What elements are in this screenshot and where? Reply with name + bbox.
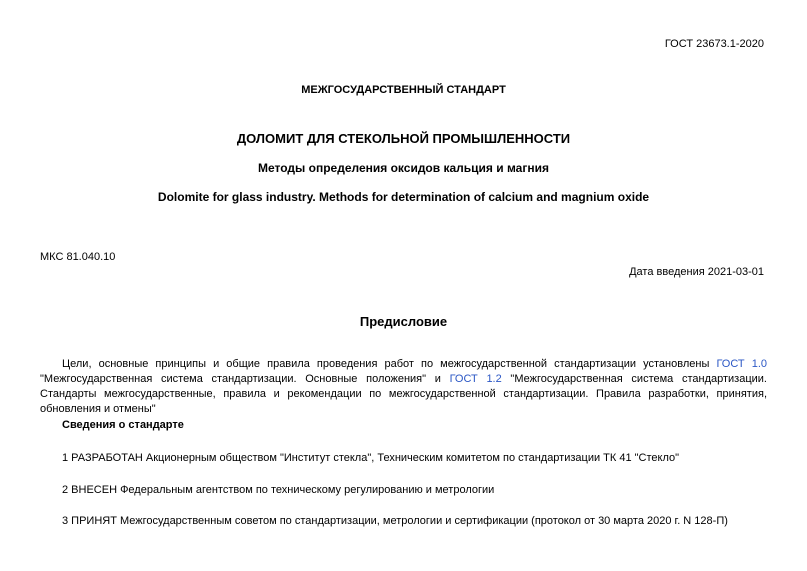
introduction-date: Дата введения 2021-03-01 <box>629 266 764 278</box>
preface-text-part2: "Межгосударственная система стандартизации. Основные положения" и <box>40 373 441 385</box>
info-item-developed: 1 РАЗРАБОТАН Акционерным обществом "Институт стекла", Техническим комитетом по стандартизации ТК 41 "Стекло" <box>62 452 680 464</box>
info-item-adopted: 3 ПРИНЯТ Межгосударственным советом по стандартизации, метрологии и сертификации (протокол от 30 марта 2020 г. N 128-П) <box>62 515 728 527</box>
gost-1-0-link[interactable]: ГОСТ 1.0 <box>716 358 767 370</box>
info-item-submitted: 2 ВНЕСЕН Федеральным агентством по техническому регулированию и метрологии <box>62 484 495 496</box>
document-subtitle: Методы определения оксидов кальция и магния <box>258 161 549 175</box>
preface-text-part3: "Межгосударственная система стандартизации. Стандарты межгосударственные, правила и рекомендации по межгосударственной стандартизации. Правила разработки, принятия, обновления и отмены" <box>40 373 767 415</box>
document-title-english: Dolomite for glass industry. Methods for determination of calcium and magnium oxide <box>157 190 650 204</box>
standard-info-heading: Сведения о стандарте <box>62 419 184 431</box>
document-title: ДОЛОМИТ ДЛЯ СТЕКОЛЬНОЙ ПРОМЫШЛЕННОСТИ <box>236 131 571 146</box>
gost-1-2-link[interactable]: ГОСТ 1.2 <box>449 373 502 385</box>
standard-type-heading: МЕЖГОСУДАРСТВЕННЫЙ СТАНДАРТ <box>301 84 506 96</box>
preface-heading: Предисловие <box>359 314 448 329</box>
preface-paragraph <box>40 357 767 417</box>
document-code: ГОСТ 23673.1-2020 <box>664 38 764 50</box>
mks-code: МКС 81.040.10 <box>40 251 116 263</box>
preface-text-part1: Цели, основные принципы и общие правила проведения работ по межгосударственной стандартизации установлены <box>62 358 710 370</box>
